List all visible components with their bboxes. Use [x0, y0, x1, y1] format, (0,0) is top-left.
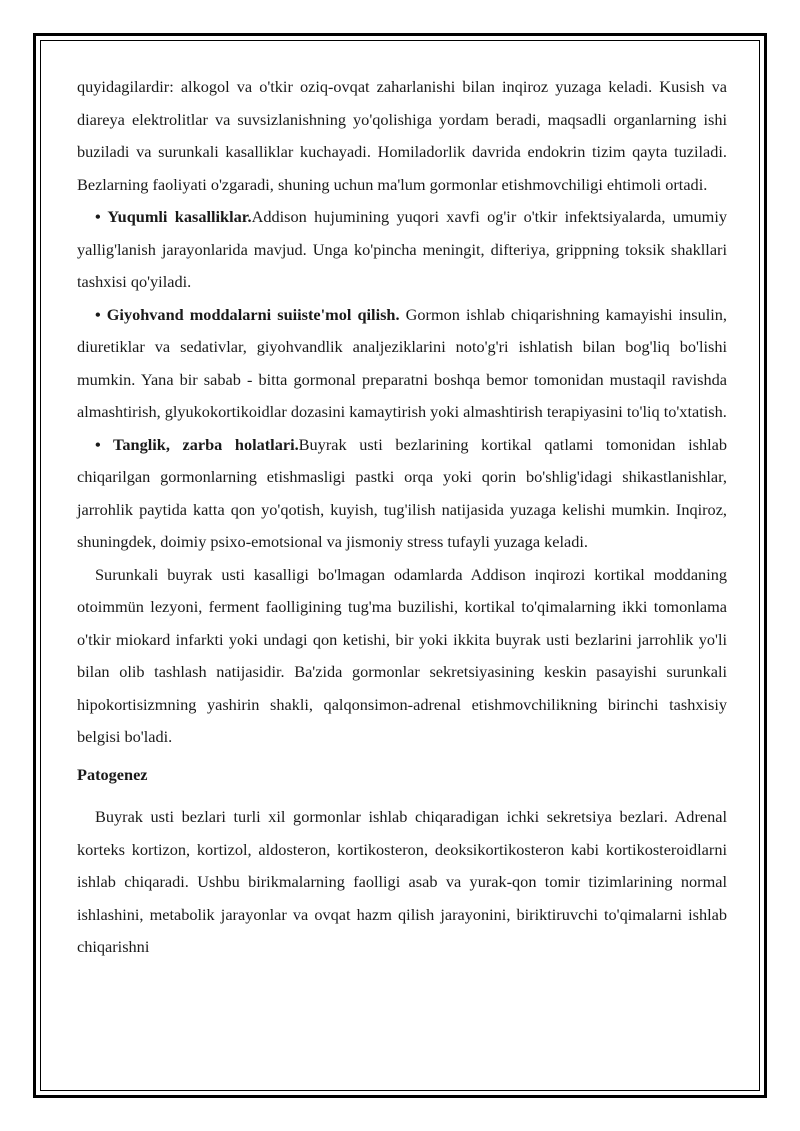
bullet-heading: • Giyohvand moddalarni suiiste'mol qilish.	[95, 304, 400, 324]
paragraph-text: Buyrak usti bezlarining kortikal qatlami tomonidan ishlab chiqarilgan gormonlarning etishmasligi pastki orqa yoki qorin bo'shlig'idagi shikastlanishlar, jarrohlik paytida katta qon yo'qotish, kuyish, tug'ilish natijasida yuzaga kelishi mumkin. Inqiroz, shuningdek, doimiy psixo-emotsional va jismoniy stress tufayli yuzaga keladi.	[77, 434, 728, 551]
document-body	[77, 71, 727, 964]
paragraph-text: Surunkali buyrak usti kasalligi bo'lmagan odamlarda Addison inqirozi kortikal moddaning otoimmün lezyoni, ferment faolligining tug'ma buzilishi, kortikal to'qimalarning ikki tomonlama o'tkir miokard infarkti yoki undagi qon ketishi, bir yoki ikkita buyrak usti bezlarini jarrohlik yo'li bilan olib tashlash natijasidir. Ba'zida gormonlar sekretsiyasining keskin pasayishi surunkali hipokortisizmning yashirin shakli, qalqonsimon-adrenal etishmovchilikning birinchi tashxisiy belgisi bo'ladi.	[77, 564, 727, 746]
paragraph-text: quyidagilardir: alkogol va o'tkir oziq-ovqat zaharlanishi bilan inqiroz yuzaga keladi. Kusish va diareya elektrolitlar va suvsizlanishning yo'qolishiga yordam beradi, maqsadli organlarning ishi buziladi va surunkali kasalliklar kuchayadi. Homiladorlik davrida endokrin tizim qayta tuziladi. Bezlarning faoliyati o'zgaradi, shuning uchun ma'lum gormonlar etishmovchiligi ehtimoli ortadi.	[77, 77, 727, 194]
paragraph-causes-continued	[77, 71, 727, 201]
section-heading-patogenez: Patogenez	[77, 764, 148, 784]
paragraph-adrenal-glands: Buyrak usti bezlari turli xil gormonlar ishlab chiqaradigan ichki sekretsiya bezlari. Adrenal korteks kortizon, kortizol, aldosteron, kortikosteron, deoksikortikosteron kabi kortikosteroidlarni ishlab chiqaradi. Ushbu birikmalarning faolligi asab va yurak-qon tomir tizimlarining normal ishlashini, metabolik jarayonlar va ovqat hazm qilish jarayonini, biriktiruvchi to'qimalarni ishlab chiqarishni	[77, 807, 727, 956]
paragraph-infectious-diseases	[77, 201, 727, 299]
paragraph-drug-abuse	[77, 299, 727, 429]
paragraph-addison-crisis	[77, 559, 727, 754]
paragraph-text: Addison hujumining yuqori xavfi og'ir o'tkir infektsiyalarda, umumiy yallig'lanish jarayonlarida mavjud. Unga ko'pincha meningit, difteriya, grippning toksik shakllari tashxisi qo'yiladi.	[77, 207, 728, 291]
bullet-heading: • Tanglik, zarba holatlari.	[95, 434, 299, 454]
paragraph-text: Gormon ishlab chiqarishning kamayishi insulin, diuretiklar va sedativlar, giyohvandlik analjeziklarini noto'g'ri ishlatish bilan bog'liq bo'lishi mumkin. Yana bir sabab - bitta gormonal preparatni boshqa bemor tomonidan mustaqil ravishda almashtirish, glyukokortikoidlar dozasini kamaytirish yoki almashtirish terapiyasini to'liq to'xtatish.	[77, 304, 727, 421]
paragraph-stress-shock	[77, 429, 727, 559]
bullet-heading: • Yuqumli kasalliklar.	[95, 207, 252, 226]
